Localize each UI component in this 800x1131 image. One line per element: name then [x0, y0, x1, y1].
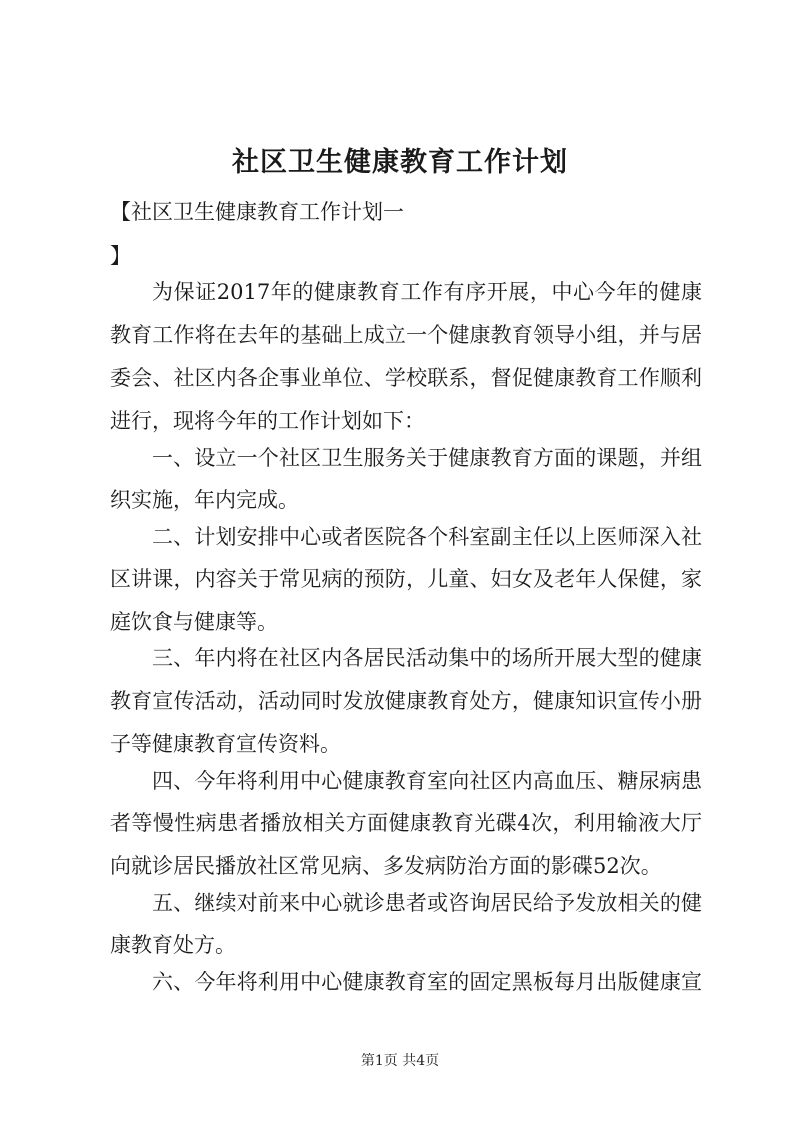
page-footer: 第1页 共4页 — [360, 1053, 440, 1069]
text-line: 五、继续对前来中心就诊患者或咨询居民给予发放相关的健 — [152, 891, 702, 915]
text-line: 子等健康教育宣传资料。 — [110, 732, 341, 756]
text-line: 四、今年将利用中心健康教育室向社区内高血压、糖尿病患 — [152, 769, 702, 793]
text-line: 【社区卫生健康教育工作计划一 — [110, 200, 404, 224]
document-title: 社区卫生健康教育工作计划 — [232, 147, 568, 178]
text-line: 三、年内将在社区内各居民活动集中的场所开展大型的健康 — [152, 646, 702, 670]
text-line: 一、设立一个社区卫生服务关于健康教育方面的课题，并组 — [152, 446, 702, 470]
text-line: 为保证2017年的健康教育工作有序开展，中心今年的健康 — [152, 280, 702, 304]
text-line: 庭饮食与健康等。 — [110, 610, 278, 634]
text-line: 】 — [110, 244, 131, 268]
text-line: 二、计划安排中心或者医院各个科室副主任以上医师深入社 — [152, 525, 702, 549]
text-line: 委会、社区内各企事业单位、学校联系，督促健康教育工作顺利 — [110, 366, 702, 390]
text-line: 六、今年将利用中心健康教育室的固定黑板每月出版健康宣 — [152, 970, 702, 994]
text-line: 进行，现将今年的工作计划如下： — [110, 409, 425, 433]
text-line: 向就诊居民播放社区常见病、多发病防治方面的影碟52次。 — [110, 854, 662, 878]
text-line: 康教育处方。 — [110, 933, 236, 957]
text-line: 教育宣传活动，活动同时发放健康教育处方，健康知识宣传小册 — [110, 689, 702, 713]
text-line: 教育工作将在去年的基础上成立一个健康教育领导小组，并与居 — [110, 323, 702, 347]
text-line: 者等慢性病患者播放相关方面健康教育光碟4次，利用输液大厅 — [110, 811, 702, 835]
text-line: 区讲课，内容关于常见病的预防，儿童、妇女及老年人保健，家 — [110, 567, 702, 591]
text-line: 织实施，年内完成。 — [110, 488, 299, 512]
